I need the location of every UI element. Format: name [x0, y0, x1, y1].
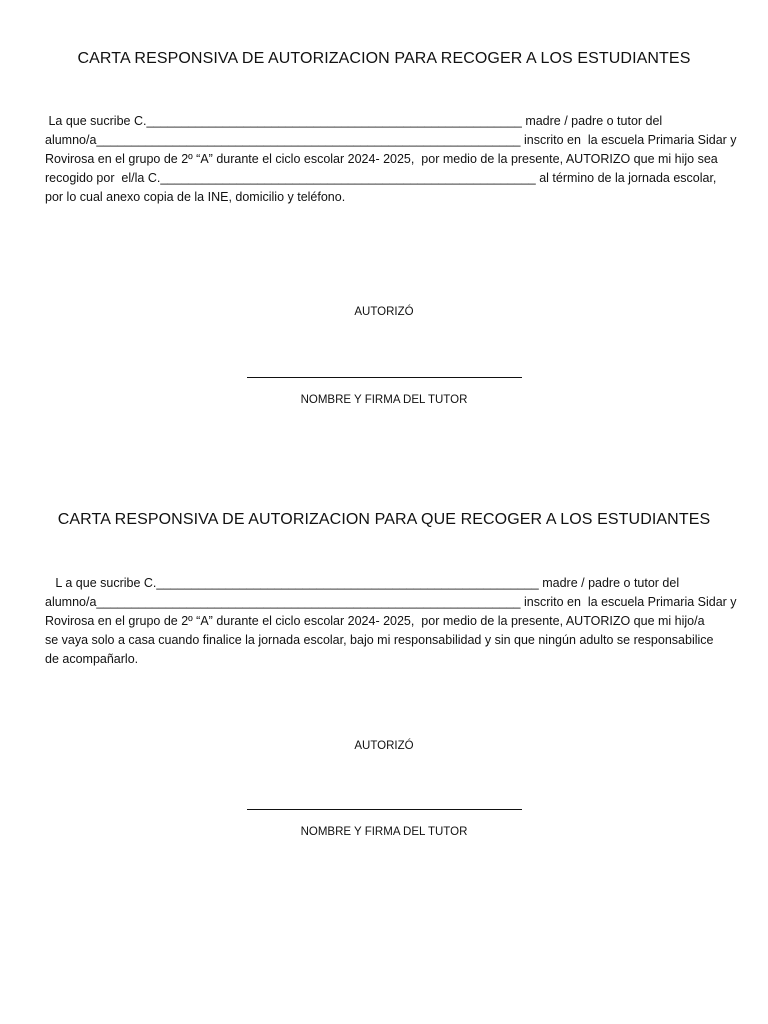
signature-label: NOMBRE Y FIRMA DEL TUTOR	[300, 826, 468, 838]
body-line: La que sucribe C.______________________________________________________ madre / padre o tutor del	[45, 114, 663, 128]
body-line: L a que sucribe C._______________________________________________________ madre / padre o tutor del	[45, 576, 680, 590]
letter-body	[45, 574, 737, 669]
signature-line	[247, 809, 522, 810]
signature-label: NOMBRE Y FIRMA DEL TUTOR	[300, 394, 468, 406]
body-line: alumno/a_____________________________________________________________ inscrito en la escuela Primaria Sidar y	[45, 133, 737, 147]
signature-line	[247, 377, 522, 378]
letter-body	[45, 112, 737, 207]
body-line: alumno/a_____________________________________________________________ inscrito en la escuela Primaria Sidar y	[45, 595, 737, 609]
body-line: Rovirosa en el grupo de 2º “A” durante el ciclo escolar 2024- 2025, por medio de la presente, AUTORIZO que mi hijo sea	[45, 152, 718, 166]
letter-title: CARTA RESPONSIVA DE AUTORIZACION PARA QUE RECOGER A LOS ESTUDIANTES	[57, 511, 711, 528]
body-line: recogido por el/la C.______________________________________________________ al término de la jornada escolar,	[45, 171, 717, 185]
body-line: de acompañarlo.	[45, 652, 139, 666]
body-line: Rovirosa en el grupo de 2º “A” durante el ciclo escolar 2024- 2025, por medio de la presente, AUTORIZO que mi hijo/a	[45, 614, 705, 628]
body-line: por lo cual anexo copia de la INE, domicilio y teléfono.	[45, 190, 346, 204]
authorized-label: AUTORIZÓ	[354, 740, 414, 752]
authorized-label: AUTORIZÓ	[354, 306, 414, 318]
body-line: se vaya solo a casa cuando finalice la jornada escolar, bajo mi responsabilidad y sin que ningún adulto se responsabilice	[45, 633, 714, 647]
letter-title: CARTA RESPONSIVA DE AUTORIZACION PARA RECOGER A LOS ESTUDIANTES	[77, 50, 691, 67]
